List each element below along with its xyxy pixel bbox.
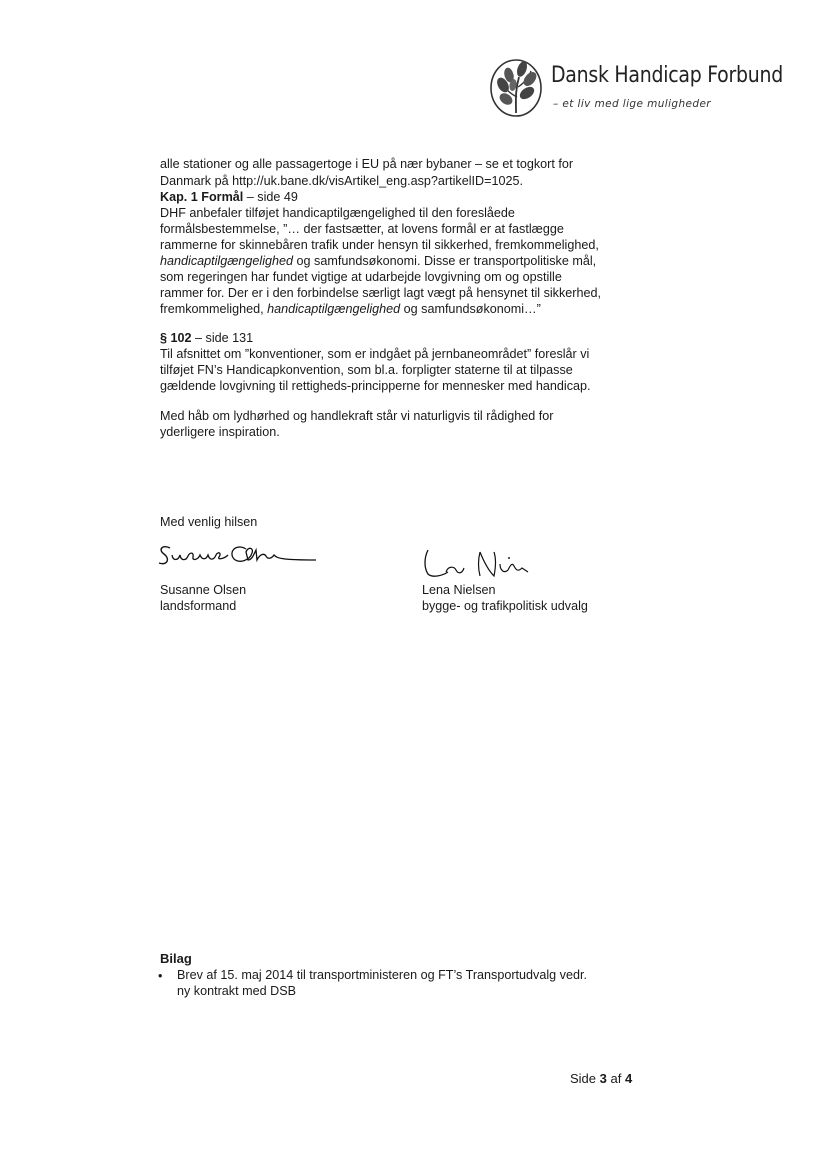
page-number-total: 4 [624, 1071, 633, 1086]
page-number [570, 1071, 632, 1086]
page-number-current: 3 [599, 1071, 607, 1086]
signer-title: bygge- og trafikpolitisk udvalg [422, 599, 588, 613]
emphasis-text: handicaptilgængelighed [267, 302, 401, 316]
body-line: som regeringen har fundet vigtige at udarbejde lovgivning om og opstille [160, 270, 562, 284]
attachment-item-line: Brev af 15. maj 2014 til transportministeren og FT’s Transportudvalg vedr. [177, 968, 587, 982]
organization-name: Dansk Handicap Forbund [551, 63, 783, 88]
organization-logo [489, 57, 789, 123]
section-heading-page: – side 131 [191, 331, 254, 345]
section-heading-page: – side 49 [243, 190, 298, 204]
body-line: Til afsnittet om ”konventioner, som er indgået på jernbaneområdet” foreslår vi [160, 347, 590, 361]
tree-emblem-icon [489, 57, 547, 121]
body-text: og samfundsøkonomi…” [400, 302, 541, 316]
page-number-mid: af [606, 1071, 625, 1086]
signature-lena-nielsen [418, 548, 534, 582]
attachments-heading: Bilag [160, 951, 192, 966]
emphasis-text: handicaptilgængelighed [160, 254, 294, 268]
page-number-prefix: Side [570, 1071, 600, 1086]
signer-name: Lena Nielsen [422, 583, 496, 597]
body-line [160, 254, 596, 269]
signature-susanne-olsen [156, 540, 320, 570]
body-line: DHF anbefaler tilføjet handicaptilgængelighed til den foreslåede [160, 206, 515, 220]
body-line [160, 302, 541, 317]
closing-greeting: Med venlig hilsen [160, 515, 258, 529]
section-heading-102 [160, 331, 253, 346]
body-line: Med håb om lydhørhed og handlekraft står vi naturligvis til rådighed for [160, 409, 554, 423]
body-line: rammerne for skinnebåren trafik under hensyn til sikkerhed, fremkommelighed, [160, 238, 599, 252]
body-line: formålsbestemmelse, ”… der fastsætter, at lovens formål er at fastlægge [160, 222, 564, 236]
body-text: og samfundsøkonomi. Disse er transportpolitiske mål, [293, 254, 597, 268]
signer-title: landsformand [160, 599, 237, 613]
body-line: rammer for. Der er i den forbindelse særligt lagt vægt på hensynet til sikkerhed, [160, 286, 601, 300]
body-line: gældende lovgivning til rettigheds-principperne for mennesker med handicap. [160, 379, 591, 393]
section-heading-title: Kap. 1 Formål [160, 190, 244, 204]
body-text: fremkommelighed, [160, 302, 268, 316]
body-line: yderligere inspiration. [160, 425, 280, 439]
organization-tagline: – et liv med lige muligheder [553, 98, 712, 110]
signer-name: Susanne Olsen [160, 583, 247, 597]
section-heading-title: § 102 [160, 331, 192, 345]
bullet-icon: • [158, 969, 163, 983]
body-line: tilføjet FN’s Handicapkonvention, som bl.a. forpligter staterne til at tilpasse [160, 363, 573, 377]
section-heading-kap1 [160, 190, 298, 205]
attachment-item-line: ny kontrakt med DSB [177, 984, 296, 998]
body-line: alle stationer og alle passagertoge i EU på nær bybaner – se et togkort for [160, 157, 574, 171]
body-line: Danmark på http://uk.bane.dk/visArtikel_eng.asp?artikelID=1025. [160, 174, 523, 188]
